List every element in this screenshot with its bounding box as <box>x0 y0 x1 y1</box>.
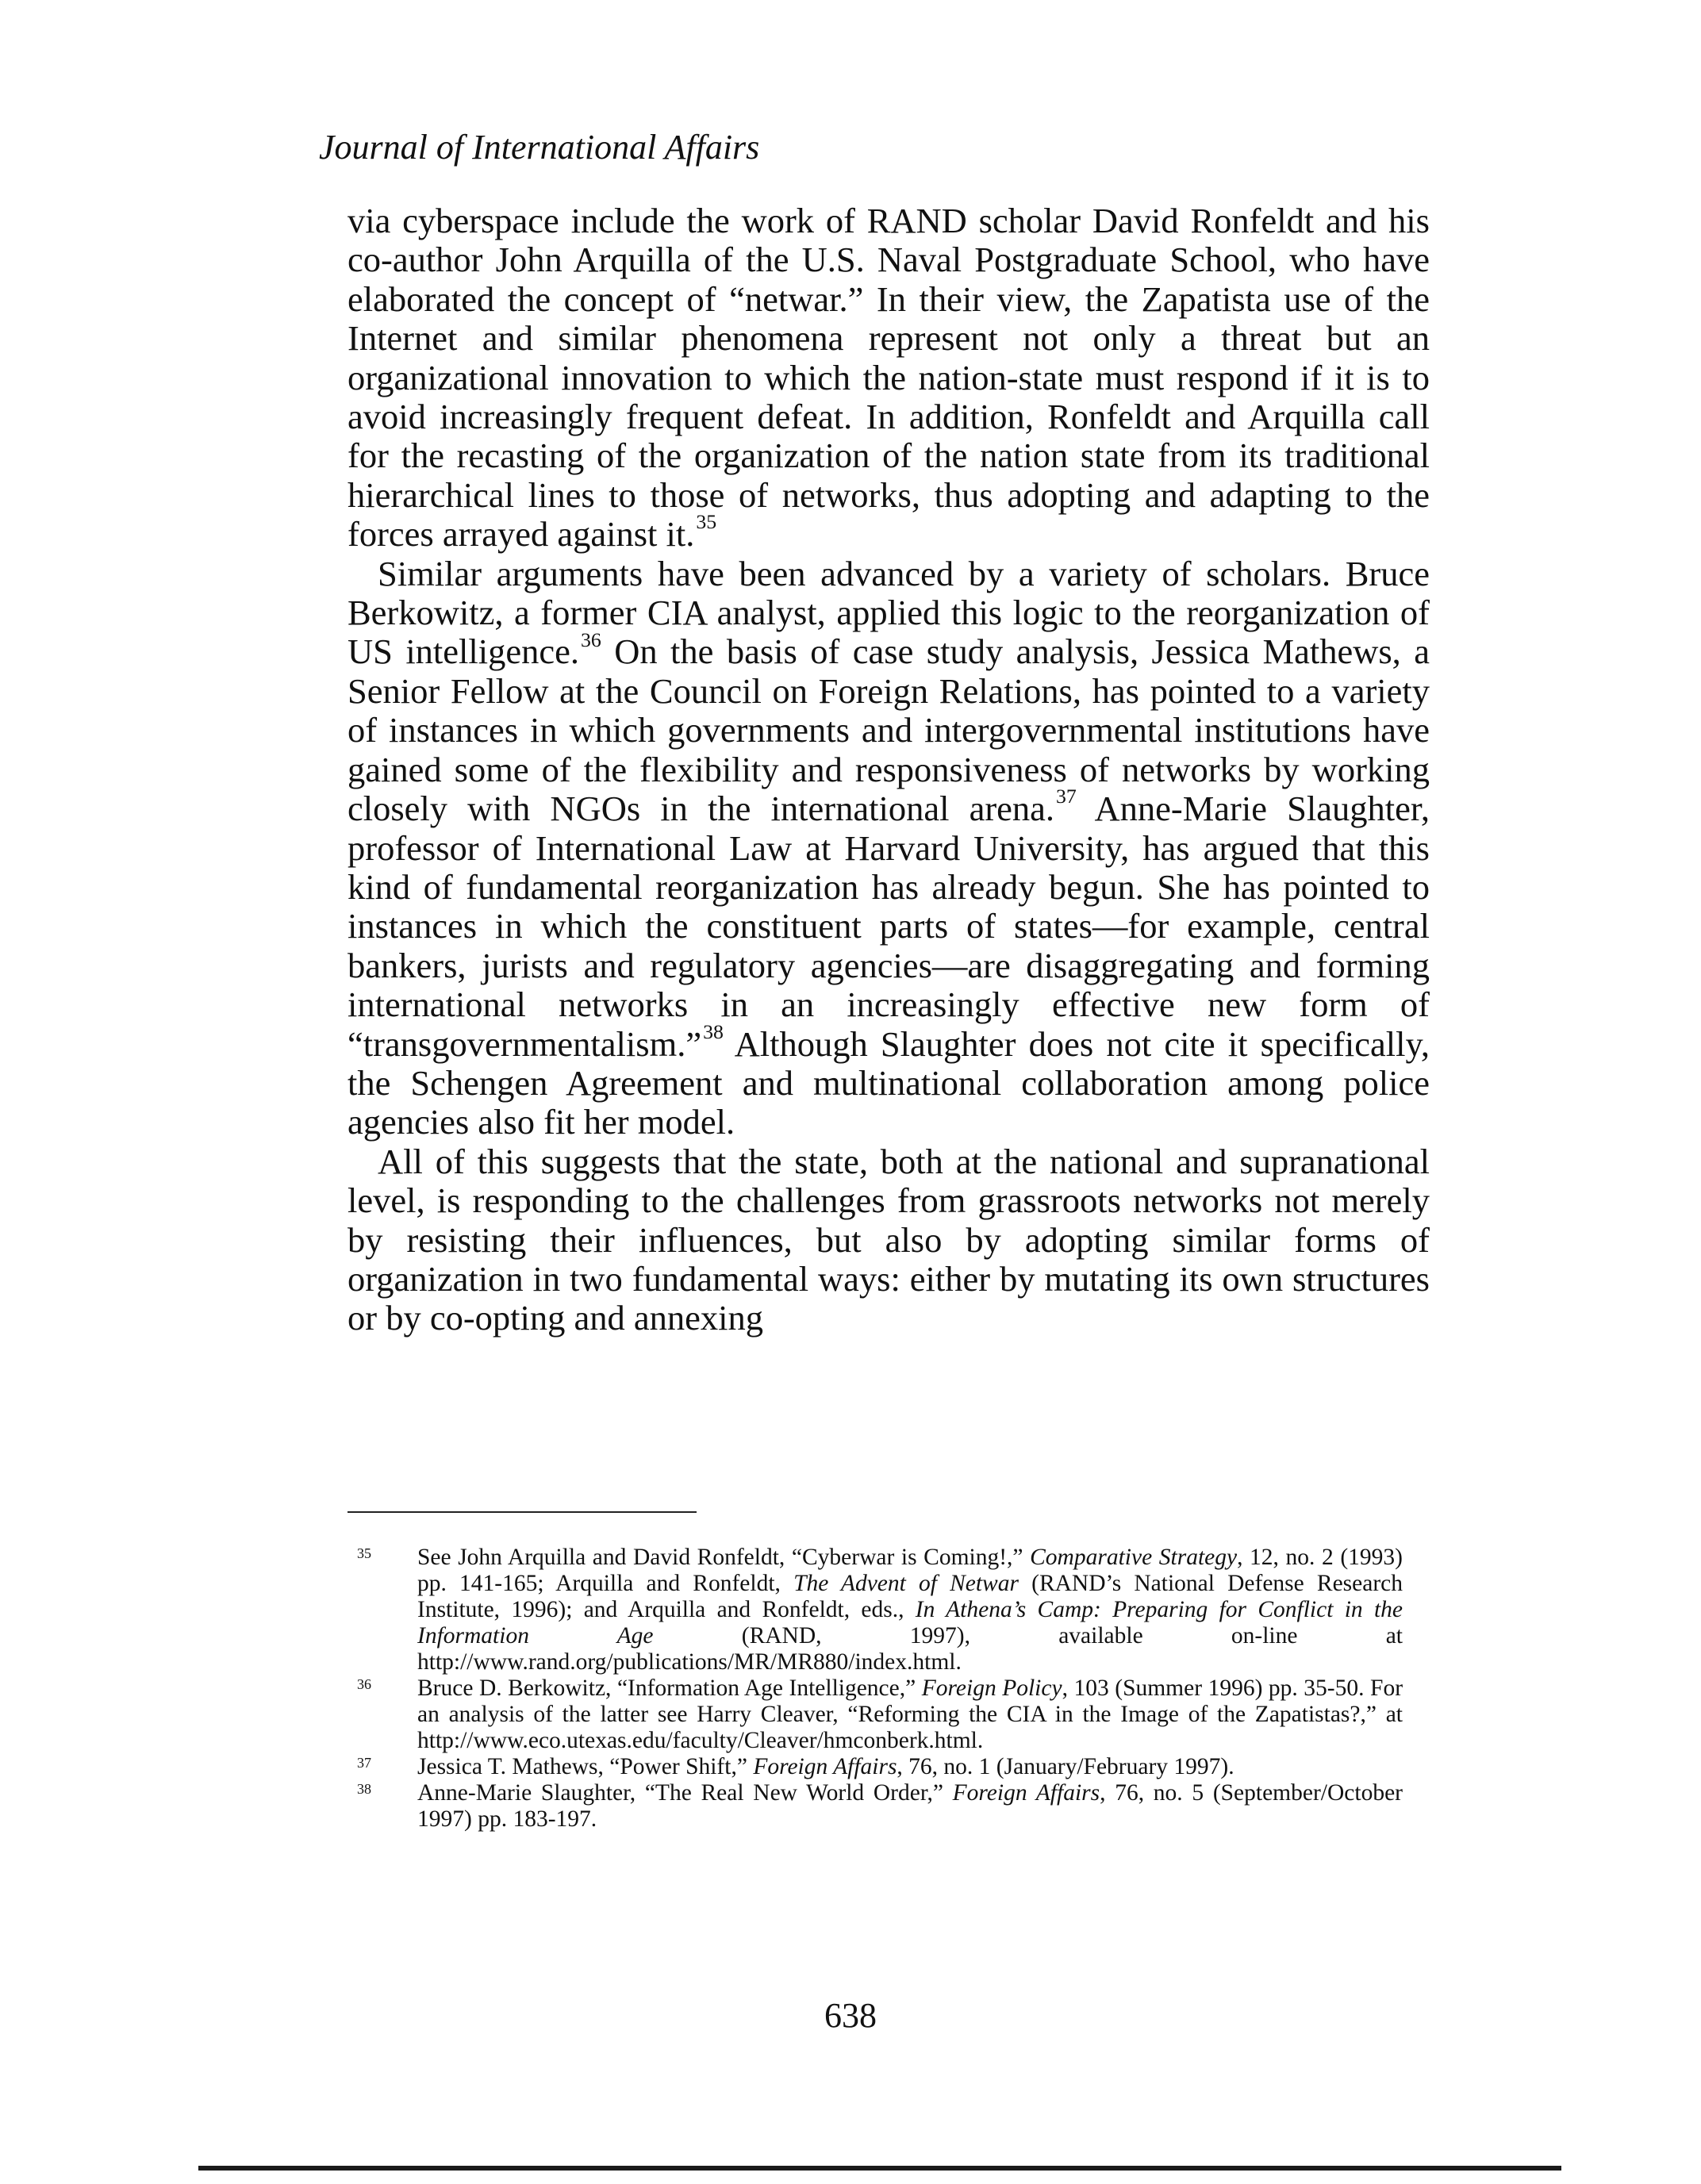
paragraph <box>347 1142 1430 1338</box>
italic-title: Comparative Strategy <box>1030 1545 1238 1570</box>
running-head: Journal of International Affairs <box>319 128 760 167</box>
footnote <box>347 1780 1403 1833</box>
footnote-ref: 38 <box>703 1019 724 1043</box>
text-run: via cyberspace include the work of RAND scholar David Ronfeldt and his co-author John Arquilla of the U.S. Naval Postgraduate School, who have elaborated the concept of “netwar.” In their view, the Zapatista use of the Internet and similar phenomena represent not only a threat but an organizational innovation to which the nation-state must respond if it is to avoid increasingly frequent defeat. In addition, Ronfeldt and Arquilla call for the recasting of the organization of the nation state from its traditional hierarchical lines to those of networks, thus adopting and adapting to the forces arrayed against it. <box>347 201 1430 555</box>
text-run: Jessica T. Mathews, “Power Shift,” <box>417 1754 754 1779</box>
text-run: Anne-Marie Slaughter, “The Real New World Order,” <box>417 1780 953 1806</box>
italic-title: Foreign Affairs <box>753 1754 897 1779</box>
scan-edge-bar <box>198 2166 1561 2171</box>
text-run: On the basis of case study analysis, Jessica Mathews, a Senior Fellow at the Council on Foreign Relations, has pointed to a variety of instances in which governments and intergovernmental institutions have gained some of the flexibility and responsiveness of networks by working closely with NGOs in the international arena. <box>347 631 1430 829</box>
footnotes <box>347 1545 1403 1833</box>
footnote-ref: 36 <box>581 628 601 651</box>
text-run: Similar arguments have been advanced by a variety of scholars. Bruce Berkowitz, a former CIA analyst, applied this logic to the reorganization of US intelligence. <box>347 553 1430 672</box>
footnote <box>347 1754 1403 1780</box>
footnote-number: 35 <box>357 1545 371 1561</box>
footnote-text <box>417 1780 1403 1833</box>
text-run: (RAND, 1997), available on-line at http://www.rand.org/publications/MR/MR880/index.html. <box>417 1623 1403 1675</box>
text-run: All of this suggests that the state, both at the national and supranational level, is responding to the challenges from grassroots networks not merely by resisting their influences, but also by adopting similar forms of organization in two fundamental ways: either by mutating its own structures or by co-opting and annexing <box>347 1141 1430 1338</box>
footnote-rule <box>347 1511 697 1513</box>
text-run: Although Slaughter does not cite it specifically, the Schengen Agreement and multinational collaboration among police agencies also fit her model. <box>347 1023 1430 1142</box>
footnote-number: 36 <box>357 1676 371 1692</box>
body-text <box>347 202 1430 1338</box>
paragraph <box>347 555 1430 1142</box>
footnote-number: 37 <box>357 1755 371 1771</box>
italic-title: Foreign Affairs <box>952 1780 1100 1806</box>
page-number: 638 <box>824 1996 877 2035</box>
footnote-ref: 35 <box>696 510 717 534</box>
text-run: , 76, no. 1 (January/February 1997). <box>897 1754 1234 1779</box>
italic-title: Foreign Policy <box>921 1675 1062 1701</box>
text-run: , 103 (Summer 1996) pp. 35-50. For an analysis of the latter see Harry Cleaver, “Reforming the CIA in the Image of the Zapatistas?,” at http://www.eco.utexas.edu/faculty/Cleaver/hmconberk.html. <box>417 1675 1403 1753</box>
paragraph <box>347 202 1430 555</box>
text-run: See John Arquilla and David Ronfeldt, “Cyberwar is Coming!,” <box>417 1545 1031 1570</box>
italic-title: The Advent of Netwar <box>793 1571 1019 1596</box>
footnote-number: 38 <box>357 1781 371 1797</box>
footnote <box>347 1675 1403 1754</box>
footnote <box>347 1545 1403 1675</box>
footnote-ref: 37 <box>1056 785 1077 808</box>
text-run: , 76, no. 5 (September/October 1997) pp. 183-197. <box>417 1780 1403 1832</box>
footnote-text <box>417 1675 1403 1754</box>
text-run: Anne-Marie Slaughter, professor of International Law at Harvard University, has argued that this kind of fundamental reorganization has already begun. She has pointed to instances in which the constituent parts of states—for example, central bankers, jurists and regulatory agencies—are disaggregating and forming international networks in an increasingly effective new form of “transgovernmentalism.” <box>347 789 1430 1064</box>
footnote-text <box>417 1754 1403 1780</box>
text-run: (RAND’s National Defense Research Institute, 1996); and Arquilla and Ronfeldt, eds., <box>417 1571 1403 1622</box>
text-run: Bruce D. Berkowitz, “Information Age Intelligence,” <box>417 1675 922 1701</box>
footnote-text <box>417 1545 1403 1675</box>
italic-title: In Athena’s Camp: Preparing for Conflict in the Information Age <box>417 1597 1403 1649</box>
text-run: , 12, no. 2 (1993) pp. 141-165; Arquilla and Ronfeldt, <box>417 1545 1403 1596</box>
